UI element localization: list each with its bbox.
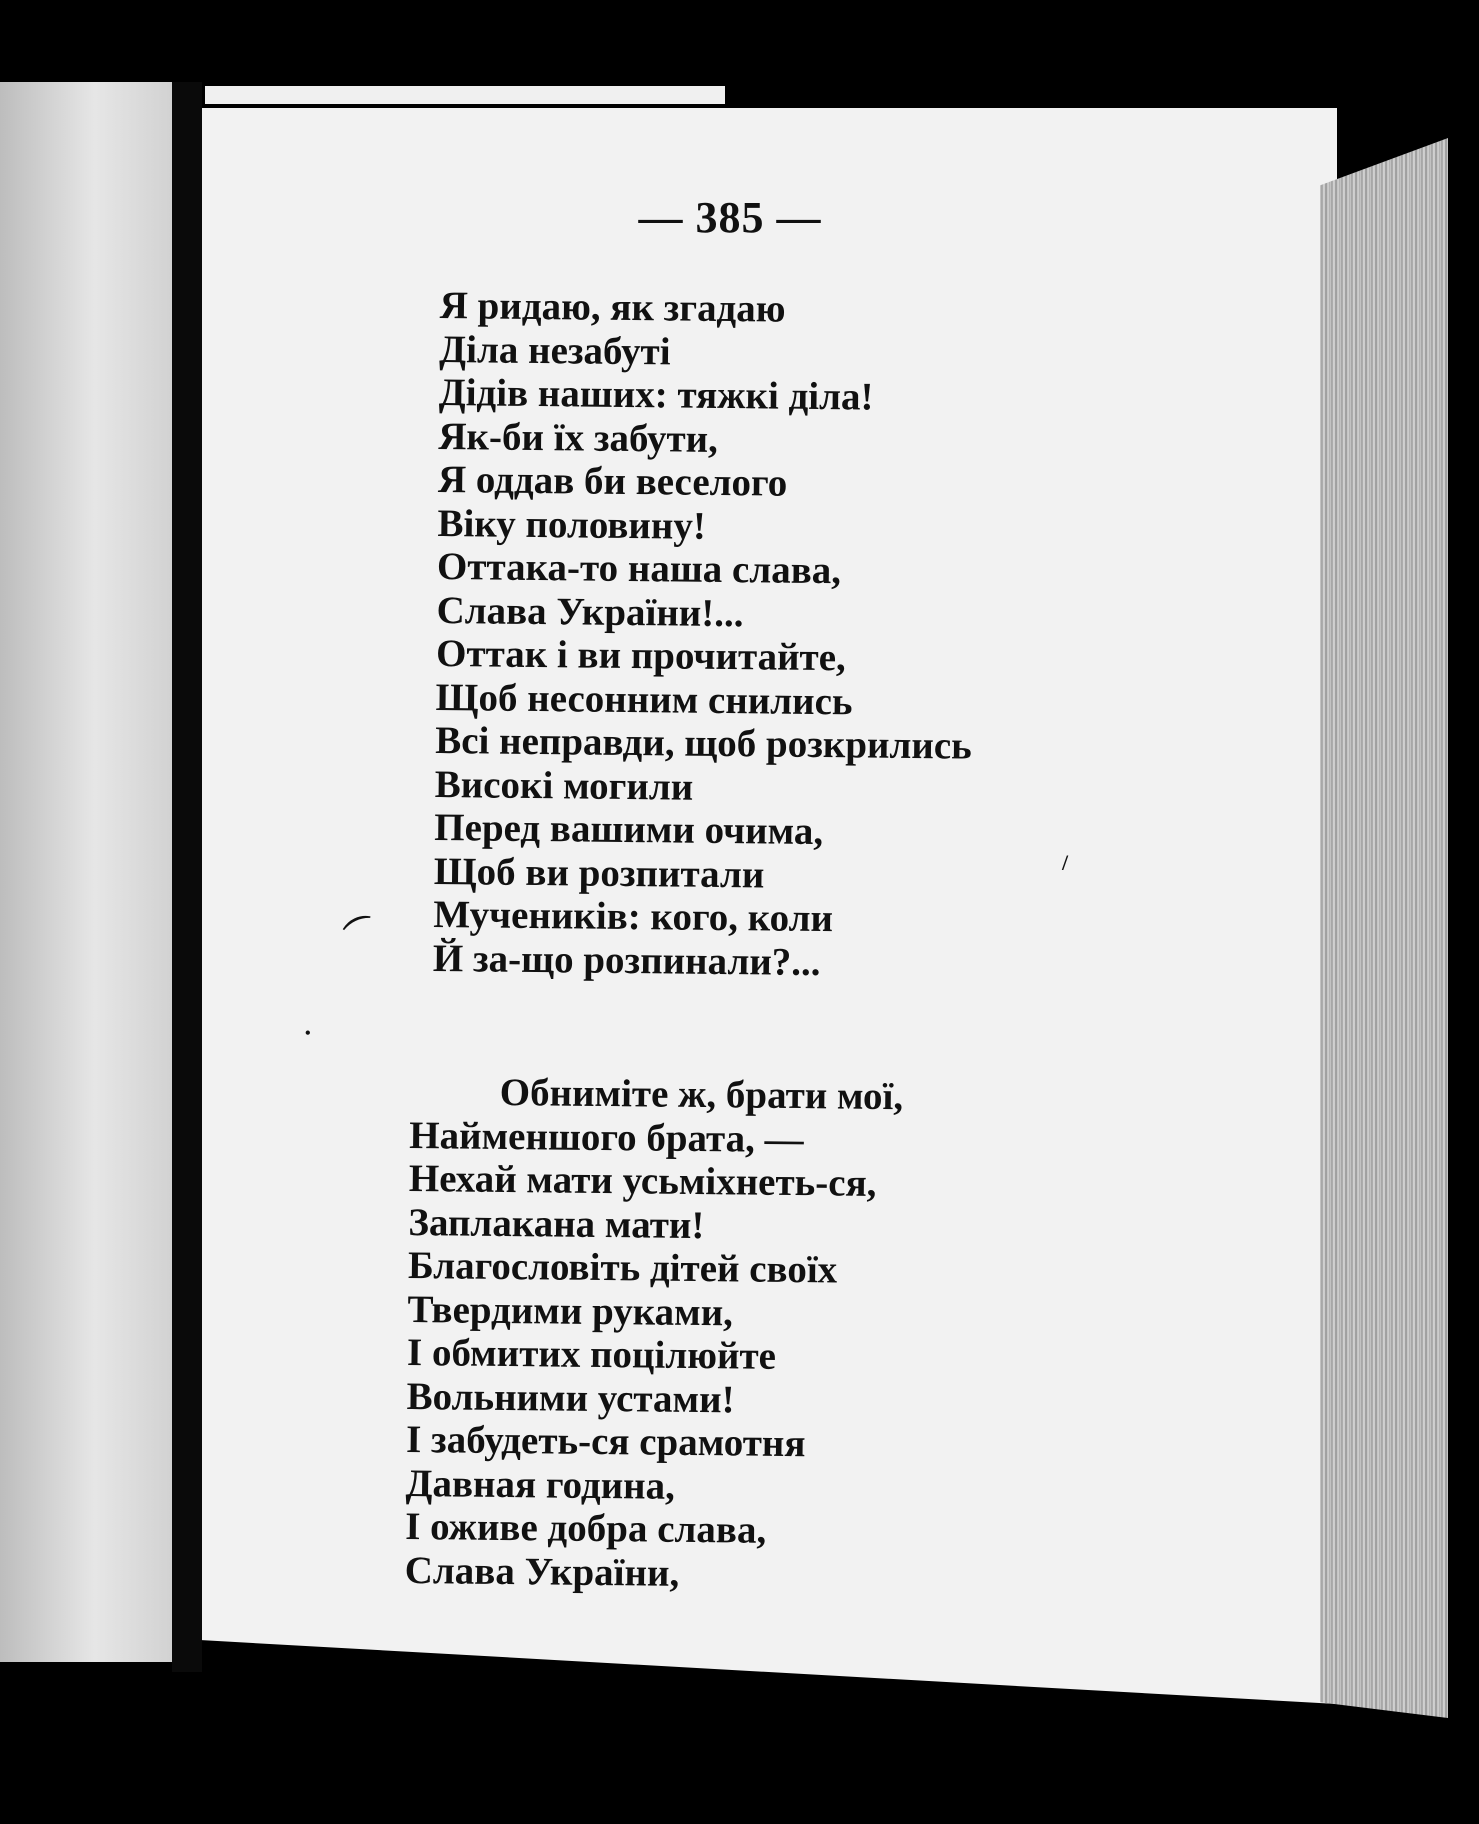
poem-line: Оттак і ви прочитайте, xyxy=(435,631,846,680)
poem-line: Й за-що розпинали?... xyxy=(432,936,821,984)
poem-line: Оттака-то наша слава, xyxy=(436,544,842,593)
poem-line: Слава України!... xyxy=(436,588,744,635)
poem-line: Заплакана мати! xyxy=(408,1200,705,1247)
poem-line: Щоб ви розпитали xyxy=(433,849,765,896)
poem-line: Щоб несонним снились xyxy=(435,675,853,723)
poem-line: Дідів наших: тяжкі діла! xyxy=(438,370,874,419)
poem-line: Я ридаю, як згадаю xyxy=(439,284,786,331)
poem-line: Діла незабуті xyxy=(439,327,671,373)
poem-line: Перед вашими очима, xyxy=(434,805,824,854)
page-number: — 385 — xyxy=(638,193,822,242)
poem-line: Обнимiте ж, брати мої, xyxy=(499,1070,904,1119)
page-stack-edge xyxy=(1320,138,1448,1718)
poem-line: І забудеть-ся срамотня xyxy=(405,1417,806,1466)
poem-stanza-1 xyxy=(433,284,977,986)
poem-line: Всі неправди, щоб розкрились xyxy=(434,718,973,768)
poem-line: Твердими руками, xyxy=(407,1287,734,1334)
poem-line: І обмитих поцілюйте xyxy=(406,1330,777,1378)
book-gutter xyxy=(172,82,202,1672)
poem-line: Нехай мати усьміхнеть-ся, xyxy=(408,1156,877,1205)
poem-line: Високі могили xyxy=(434,762,694,809)
poem-line: Слава України, xyxy=(404,1548,680,1595)
left-page-edge xyxy=(0,82,172,1662)
margin-tick-mark: ⌒ xyxy=(340,911,383,955)
poem-line: Віку половину! xyxy=(437,501,707,548)
poem-stanza-2 xyxy=(405,1070,904,1597)
poem-line: Найменшого брата, — xyxy=(409,1113,804,1161)
margin-dot-mark: • xyxy=(305,1025,311,1042)
poem-line: Вольними устами! xyxy=(406,1374,735,1421)
poem-line: Мучеників: кого, коли xyxy=(433,892,834,941)
poem-line: Давная година, xyxy=(405,1461,676,1508)
margin-speck-mark: / xyxy=(1062,850,1069,875)
page-top-strip xyxy=(205,86,725,104)
poem-line: Благословіть дітей своїх xyxy=(407,1243,838,1292)
poem-line: І оживе добра слава, xyxy=(404,1504,767,1552)
poem-line: Я оддав би веселого xyxy=(437,457,788,505)
poem-line: Як-би їх забути, xyxy=(438,414,719,461)
